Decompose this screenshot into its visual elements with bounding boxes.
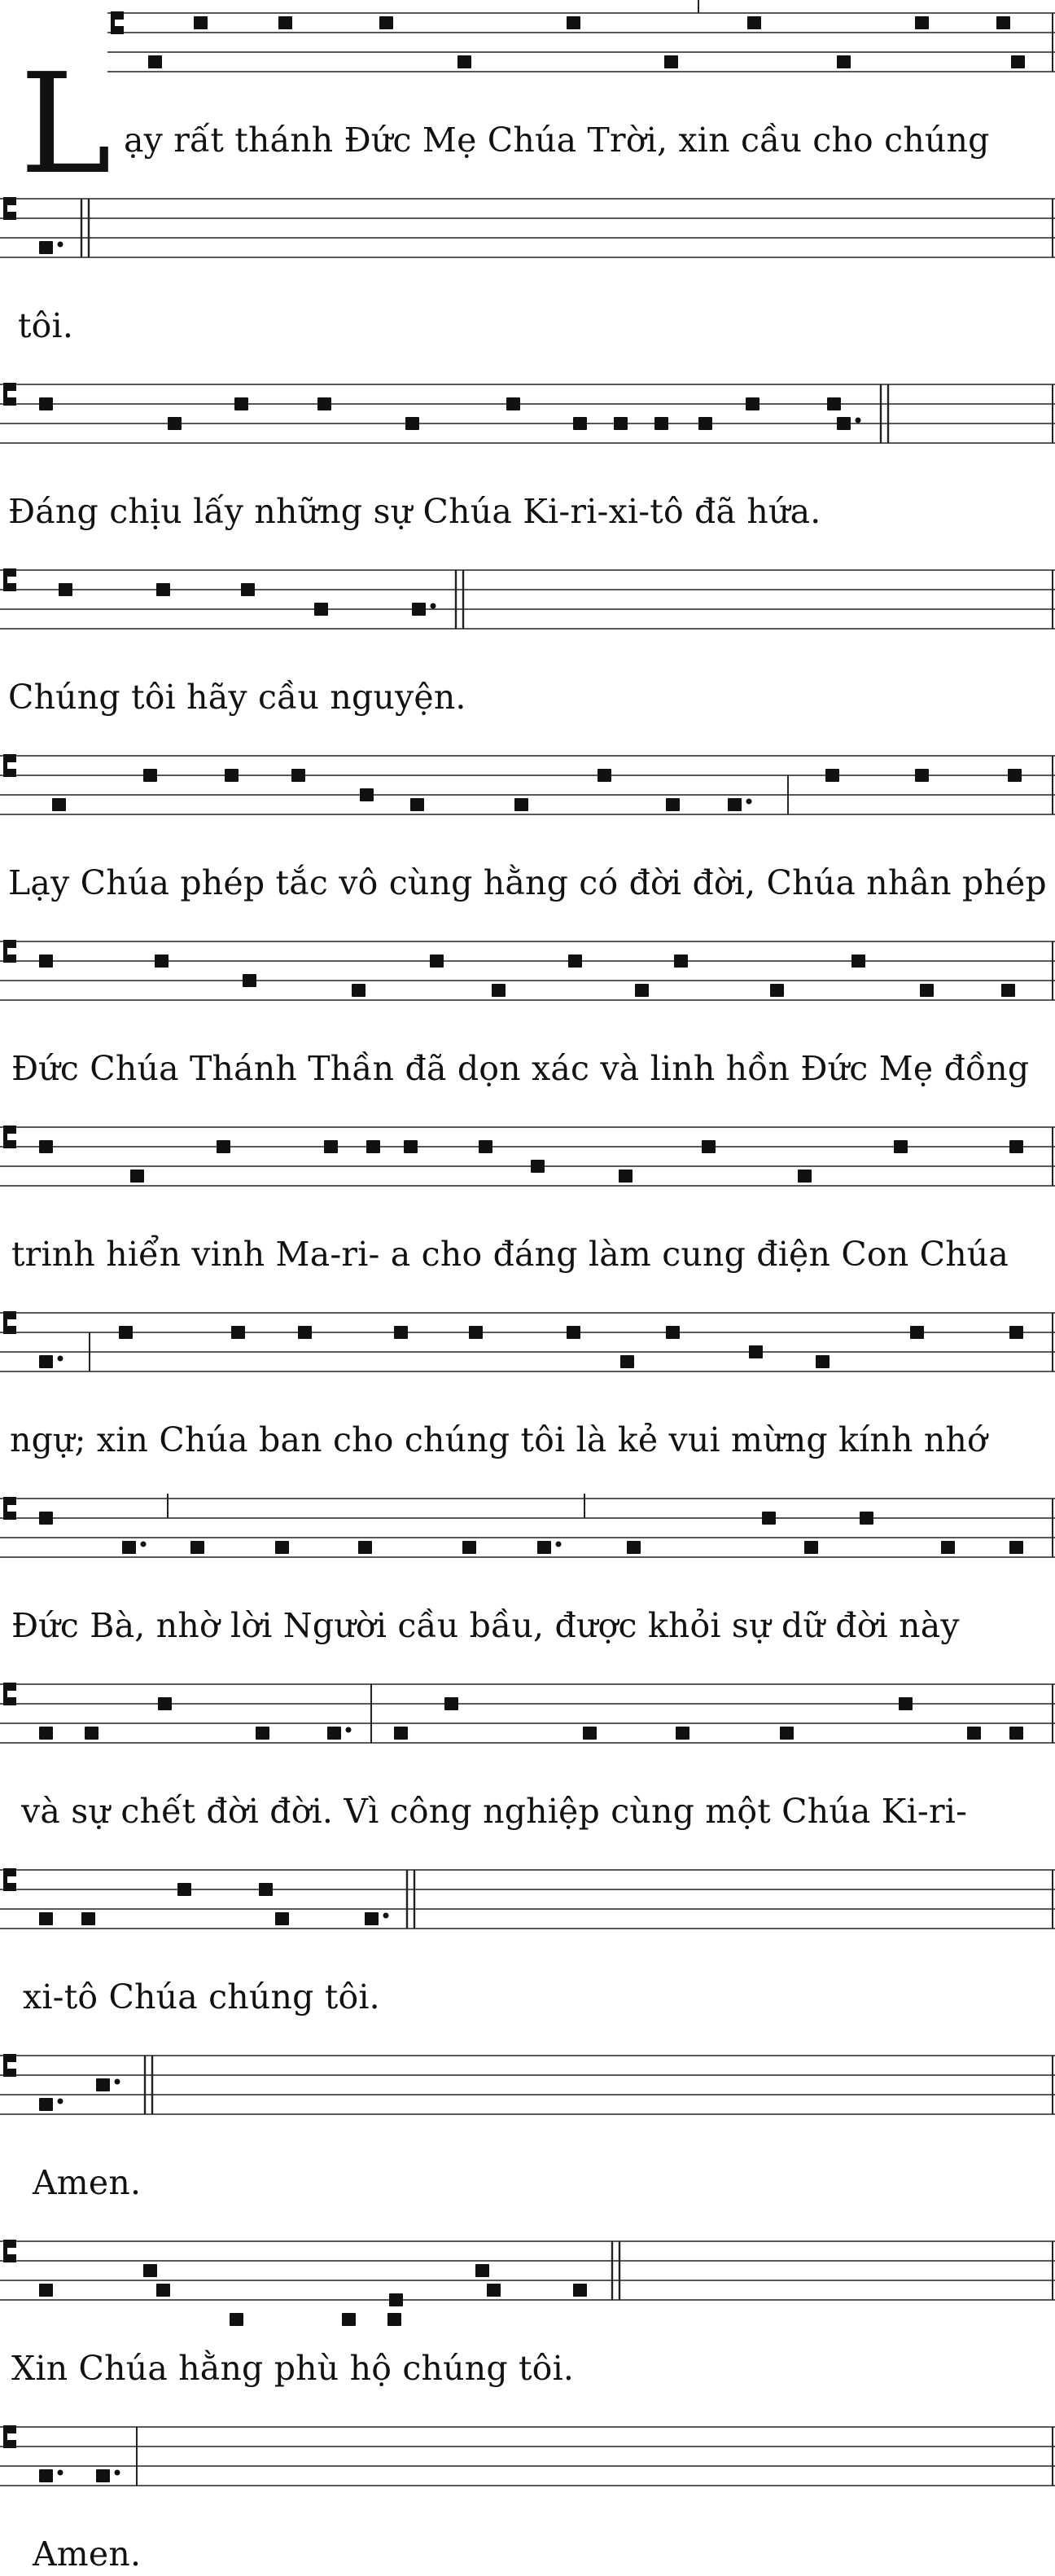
square-note <box>804 1541 818 1554</box>
staff-11 <box>0 1857 1055 1946</box>
square-note <box>514 798 528 811</box>
square-note <box>96 2469 120 2482</box>
square-note <box>39 1727 53 1740</box>
c-clef-icon <box>3 568 16 591</box>
mora-dot <box>746 799 752 805</box>
square-note <box>291 769 305 782</box>
square-note <box>394 1326 408 1339</box>
square-note <box>39 1912 53 1925</box>
mora-dot <box>346 1727 352 1733</box>
square-note <box>666 1326 680 1339</box>
square-note <box>747 16 761 29</box>
staff-3 <box>0 371 1055 460</box>
square-note <box>620 1355 634 1368</box>
lyric-line-2: tôi. <box>18 306 74 345</box>
square-note <box>275 1912 289 1925</box>
square-note <box>996 16 1010 29</box>
mora-dot <box>58 2470 63 2476</box>
square-note <box>158 1697 172 1710</box>
square-note <box>910 1326 924 1339</box>
square-note <box>573 417 587 430</box>
square-note <box>59 583 72 596</box>
mora-dot <box>431 603 436 609</box>
staff-2 <box>0 186 1055 274</box>
square-note <box>746 397 760 410</box>
lyric-line-1: ạy rất thánh Đức Mẹ Chúa Trời, xin cầu cho chúng <box>124 121 990 160</box>
square-note <box>654 417 668 430</box>
square-note <box>96 2078 120 2091</box>
square-note <box>583 1727 597 1740</box>
c-clef-icon <box>111 11 124 34</box>
square-note <box>52 798 66 811</box>
c-clef-icon <box>3 1683 16 1705</box>
square-note <box>749 1345 763 1358</box>
square-note <box>39 1140 53 1153</box>
square-note <box>941 1541 955 1554</box>
c-clef-icon <box>3 1497 16 1520</box>
square-note <box>664 55 678 68</box>
square-note <box>479 1140 492 1153</box>
lyric-line-6: Đức Chúa Thánh Thần đã dọn xác và linh hồn Đức Mẹ đồng <box>11 1049 1030 1088</box>
staff-13 <box>0 2228 1055 2317</box>
square-note <box>915 16 929 29</box>
square-note <box>231 1326 245 1339</box>
square-note <box>469 1326 483 1339</box>
square-note <box>462 1541 476 1554</box>
square-note <box>217 1140 230 1153</box>
mora-dot <box>58 242 63 248</box>
square-note <box>39 954 53 968</box>
square-note <box>405 417 419 430</box>
square-note <box>85 1727 98 1740</box>
initial-letter: L <box>20 44 112 205</box>
square-note <box>366 1140 380 1153</box>
square-note <box>915 769 929 782</box>
staff-10 <box>0 1671 1055 1760</box>
square-note <box>410 798 424 811</box>
square-note <box>230 2313 243 2326</box>
square-note <box>506 397 520 410</box>
square-note <box>1009 1727 1023 1740</box>
square-note <box>894 1140 908 1153</box>
square-note <box>39 1512 53 1525</box>
square-note <box>177 1883 191 1896</box>
square-note <box>614 417 628 430</box>
square-note <box>851 954 865 968</box>
square-note <box>275 1541 289 1554</box>
square-note <box>39 241 63 254</box>
square-note <box>1009 1541 1023 1554</box>
square-note <box>1008 769 1022 782</box>
square-note <box>567 1326 580 1339</box>
c-clef-icon <box>3 2425 16 2448</box>
square-note <box>39 1355 63 1368</box>
square-note <box>825 769 839 782</box>
square-note <box>389 2293 403 2306</box>
c-clef-icon <box>3 2054 16 2077</box>
square-note <box>780 1727 794 1740</box>
square-note <box>537 1541 562 1554</box>
square-note <box>39 2284 53 2297</box>
square-note <box>243 974 256 987</box>
square-note <box>358 1541 372 1554</box>
square-note <box>444 1697 458 1710</box>
square-note <box>1011 55 1025 68</box>
square-note <box>816 1355 830 1368</box>
square-note <box>798 1170 812 1183</box>
square-note <box>324 1140 338 1153</box>
square-note <box>899 1697 913 1710</box>
staff-9 <box>0 1485 1055 1574</box>
square-note <box>259 1883 273 1896</box>
square-note <box>728 798 752 811</box>
square-note <box>404 1140 418 1153</box>
square-note <box>352 984 366 997</box>
staff-12 <box>0 2043 1055 2131</box>
square-note <box>148 55 162 68</box>
mora-dot <box>556 1542 562 1547</box>
c-clef-icon <box>3 754 16 777</box>
square-note <box>119 1326 133 1339</box>
mora-dot <box>856 418 861 423</box>
square-note <box>360 788 374 801</box>
square-note <box>143 769 157 782</box>
mora-dot <box>115 2079 120 2085</box>
lyric-line-14: Amen. <box>33 2534 142 2574</box>
staff-7 <box>0 1114 1055 1203</box>
square-note <box>430 954 444 968</box>
square-note <box>81 1912 95 1925</box>
square-note <box>39 2098 63 2111</box>
staff-8 <box>0 1300 1055 1389</box>
square-note <box>155 954 169 968</box>
square-note <box>394 1727 408 1740</box>
square-note <box>256 1727 269 1740</box>
lyric-line-3: Đáng chịu lấy những sự Chúa Ki-ri-xi-tô đã hứa. <box>8 492 821 531</box>
square-note <box>567 16 580 29</box>
square-note <box>702 1140 716 1153</box>
square-note <box>130 1170 144 1183</box>
square-note <box>278 16 292 29</box>
c-clef-icon <box>3 2240 16 2262</box>
square-note <box>1009 1140 1023 1153</box>
staff-5 <box>0 743 1055 832</box>
square-note <box>666 798 680 811</box>
square-note <box>1001 984 1015 997</box>
square-note <box>770 984 784 997</box>
square-note <box>39 397 53 410</box>
square-note <box>156 2284 170 2297</box>
c-clef-icon <box>3 383 16 406</box>
c-clef-icon <box>3 940 16 963</box>
square-note <box>225 769 239 782</box>
square-note <box>168 417 182 430</box>
square-note <box>143 2264 157 2277</box>
lyric-line-11: xi-tô Chúa chúng tôi. <box>23 1977 380 2016</box>
square-note <box>676 1727 689 1740</box>
staff-6 <box>0 928 1055 1017</box>
lyric-line-4: Chúng tôi hãy cầu nguyện. <box>8 678 466 717</box>
square-note <box>531 1160 545 1173</box>
square-note <box>122 1541 147 1554</box>
lyric-line-10: và sự chết đời đời. Vì công nghiệp cùng một Chúa Ki-ri- <box>21 1792 968 1831</box>
square-note <box>327 1727 352 1740</box>
square-note <box>967 1727 981 1740</box>
lyric-line-8: ngự; xin Chúa ban cho chúng tôi là kẻ vui mừng kính nhớ <box>10 1420 987 1459</box>
square-note <box>475 2264 489 2277</box>
c-clef-icon <box>3 1311 16 1334</box>
square-note <box>827 397 841 410</box>
square-note <box>1009 1326 1023 1339</box>
square-note <box>298 1326 312 1339</box>
mora-dot <box>115 2470 120 2476</box>
square-note <box>156 583 170 596</box>
square-note <box>837 55 851 68</box>
c-clef-icon <box>3 1126 16 1148</box>
square-note <box>920 984 934 997</box>
staff-14 <box>0 2414 1055 2503</box>
square-note <box>190 1541 204 1554</box>
square-note <box>860 1512 873 1525</box>
square-note <box>241 583 255 596</box>
lyric-line-5: Lạy Chúa phép tắc vô cùng hằng có đời đời, Chúa nhân phép <box>8 863 1047 902</box>
square-note <box>598 769 611 782</box>
square-note <box>674 954 688 968</box>
square-note <box>619 1170 633 1183</box>
square-note <box>342 2313 356 2326</box>
mora-dot <box>141 1542 147 1547</box>
square-note <box>387 2313 401 2326</box>
mora-dot <box>58 1356 63 1362</box>
square-note <box>379 16 393 29</box>
square-note <box>492 984 506 997</box>
square-note <box>568 954 582 968</box>
square-note <box>698 417 712 430</box>
square-note <box>457 55 471 68</box>
square-note <box>627 1541 641 1554</box>
lyric-line-7: trinh hiển vinh Ma-ri- a cho đáng làm cung điện Con Chúa <box>11 1235 1009 1274</box>
square-note <box>194 16 208 29</box>
lyric-line-9: Đức Bà, nhờ lời Người cầu bầu, được khỏi sự dữ đời này <box>11 1606 960 1645</box>
lyric-line-13: Xin Chúa hằng phù hộ chúng tôi. <box>11 2349 575 2388</box>
square-note <box>317 397 331 410</box>
square-note <box>635 984 649 997</box>
square-note <box>573 2284 587 2297</box>
square-note <box>234 397 248 410</box>
lyric-line-12: Amen. <box>33 2163 142 2202</box>
staff-1 <box>0 0 1055 89</box>
square-note <box>39 2469 63 2482</box>
staff-4 <box>0 557 1055 646</box>
square-note <box>487 2284 501 2297</box>
c-clef-icon <box>3 1868 16 1891</box>
mora-dot <box>383 1913 389 1919</box>
c-clef-icon <box>3 197 16 220</box>
square-note <box>314 603 328 616</box>
mora-dot <box>58 2099 63 2104</box>
square-note <box>762 1512 776 1525</box>
square-note <box>365 1912 389 1925</box>
